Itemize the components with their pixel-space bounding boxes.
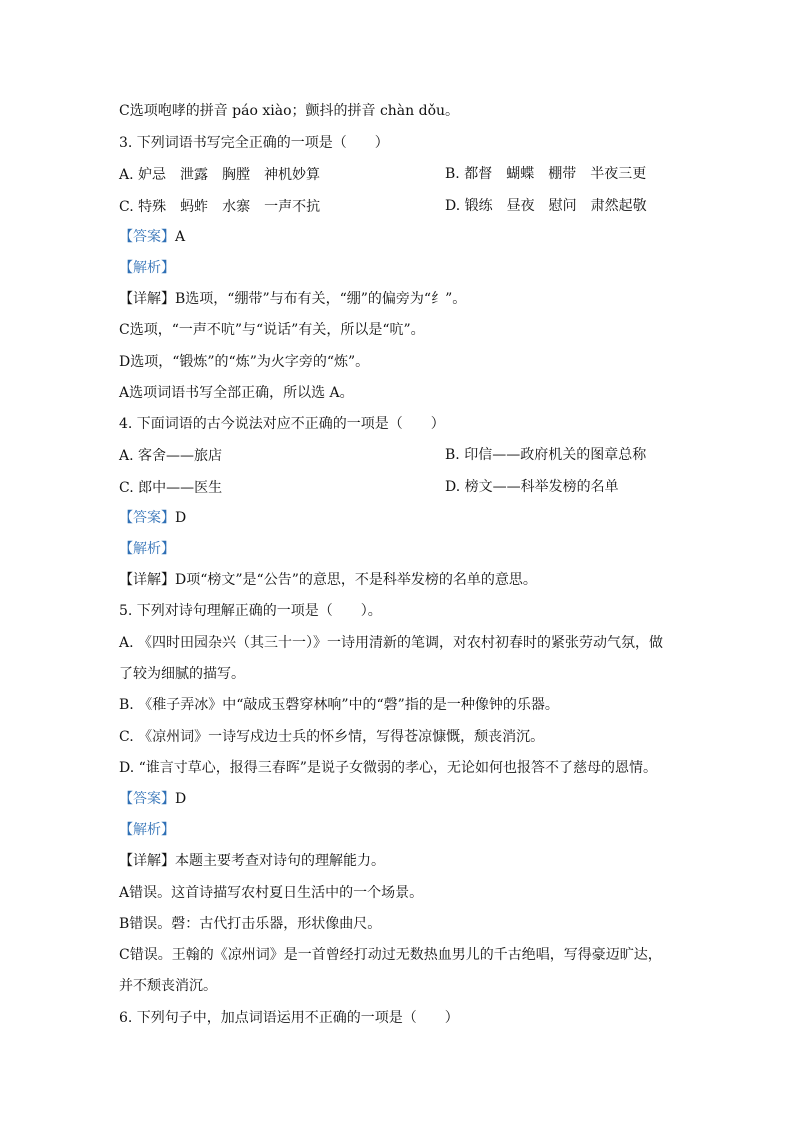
detail-tag: 【详解】 — [119, 291, 175, 307]
option-b: B. 印信——政府机关的图章总称 — [445, 447, 647, 463]
explanation-b: B错误。磬：古代打击乐器，形状像曲尺。 — [119, 916, 382, 932]
answer-value: D — [175, 510, 187, 526]
answer-tag: 【答案】 — [119, 229, 175, 245]
question-4-options-row-2 — [119, 477, 679, 497]
option-a: A. 妒忌 泄露 胸膛 神机妙算 — [119, 167, 321, 183]
question-3-options-row-2 — [119, 196, 679, 216]
detail-text: 本题主要考查对诗句的理解能力。 — [175, 853, 385, 869]
question-5-stem: 5. 下列对诗句理解正确的一项是（ ）。 — [119, 603, 382, 619]
explanation-c-line-1: C错误。王翰的《凉州词》是一首曾经打动过无数热血男儿的千古绝唱，写得豪迈旷达， — [119, 947, 662, 963]
question-5-option-a-line-2: 了较为细腻的描写。 — [119, 666, 245, 682]
option-c: C. 郎中——医生 — [119, 480, 223, 496]
answer-line — [119, 789, 186, 809]
question-6-stem: 6. 下列句子中，加点词语运用不正确的一项是（ ） — [119, 1010, 459, 1026]
option-a: A. 客舍——旅店 — [119, 448, 223, 464]
option-d: D. 锻练 昼夜 慰问 肃然起敬 — [445, 198, 647, 214]
option-b: B. 都督 蝴蝶 棚带 半夜三更 — [445, 166, 647, 182]
answer-tag: 【答案】 — [119, 510, 175, 526]
question-5-option-c: C. 《凉州词》一诗写戍边士兵的怀乡情，写得苍凉慷慨，颓丧消沉。 — [119, 729, 545, 745]
question-4-stem: 4. 下面词语的古今说法对应不正确的一项是（ ） — [119, 416, 445, 432]
question-4-options-row-1 — [119, 445, 679, 465]
detail-line — [119, 570, 537, 590]
answer-tag: 【答案】 — [119, 791, 175, 807]
explanation-a: A选项词语书写全部正确，所以选 A。 — [119, 385, 354, 401]
analysis-tag: 【解析】 — [119, 822, 175, 838]
option-c: C. 特殊 蚂蚱 水寨 一声不抗 — [119, 199, 321, 215]
explanation-c: C选项，“一声不吭”与“说话”有关，所以是“吭”。 — [119, 322, 425, 338]
analysis-tag: 【解析】 — [119, 260, 175, 276]
answer-line — [119, 508, 186, 528]
answer-value: A — [175, 229, 186, 245]
detail-line — [119, 851, 385, 871]
question-5-option-b: B. 《稚子弄冰》中“敲成玉磬穿林响”中的“磬”指的是一种像钟的乐器。 — [119, 697, 559, 713]
question-5-option-a-line-1: A. 《四时田园杂兴（其三十一）》一诗用清新的笔调，对农村初春时的紧张劳动气氛，做 — [119, 635, 664, 651]
question-3-stem: 3. 下列词语书写完全正确的一项是（ ） — [119, 135, 389, 151]
analysis-tag: 【解析】 — [119, 541, 175, 557]
question-5-option-d: D. “谁言寸草心，报得三春晖”是说子女微弱的孝心，无论如何也报答不了慈母的恩情。 — [119, 760, 657, 776]
option-d: D. 榜文——科举发榜的名单 — [445, 479, 619, 495]
answer-value: D — [175, 791, 187, 807]
detail-text: B选项，“绷带”与布有关，“绷”的偏旁为“纟”。 — [175, 291, 467, 307]
question-3-options-row-1 — [119, 164, 679, 184]
explanation-a: A错误。这首诗描写农村夏日生活中的一个场景。 — [119, 885, 424, 901]
explanation-d: D选项，“锻炼”的“炼”为火字旁的“炼”。 — [119, 354, 370, 370]
detail-line — [119, 289, 466, 309]
pinyin-note: C选项咆哮的拼音 páo xiào；颤抖的拼音 chàn dǒu。 — [119, 103, 460, 119]
answer-line — [119, 227, 185, 247]
explanation-c-line-2: 并不颓丧消沉。 — [119, 978, 217, 994]
detail-tag: 【详解】 — [119, 572, 175, 588]
detail-tag: 【详解】 — [119, 853, 175, 869]
detail-text: D项“榜文”是“公告”的意思，不是科举发榜的名单的意思。 — [175, 572, 537, 588]
